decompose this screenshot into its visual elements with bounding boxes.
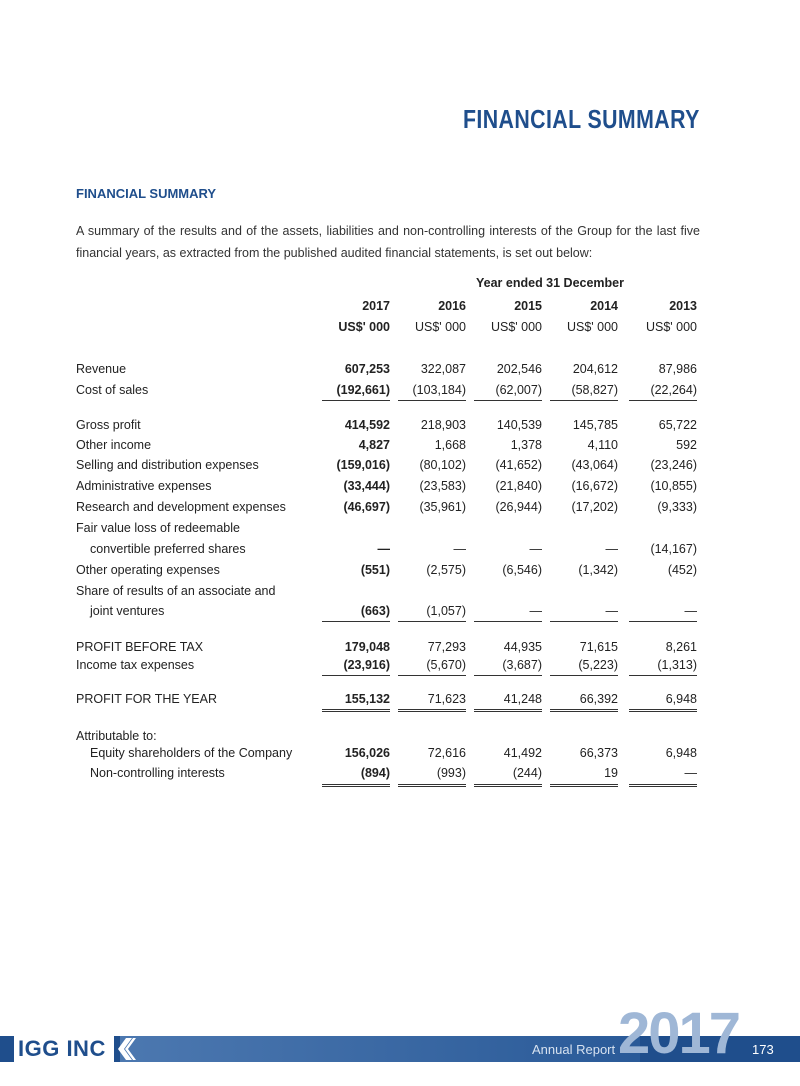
table-cell: (23,583)	[419, 479, 466, 493]
table-cell: 66,373	[579, 746, 618, 760]
table-cell: 322,087	[420, 362, 466, 376]
table-cell: (5,670)	[426, 658, 466, 672]
row-label: convertible preferred shares	[90, 542, 246, 556]
table-cell: 71,615	[579, 640, 618, 654]
table-cell: (23,916)	[343, 658, 390, 672]
annual-report-label: Annual Report	[532, 1042, 616, 1057]
table-cell: 19	[604, 766, 618, 780]
table-cell: (62,007)	[495, 383, 542, 397]
table-cell: (3,687)	[502, 658, 542, 672]
table-cell: —	[684, 766, 697, 780]
table-cell: (17,202)	[571, 500, 618, 514]
table-cell: (551)	[360, 563, 390, 577]
double-rule	[322, 784, 390, 787]
single-rule	[629, 675, 697, 676]
chevron-left-icon	[114, 1036, 136, 1062]
row-label: Research and development expenses	[76, 500, 286, 514]
row-label: Other operating expenses	[76, 563, 220, 577]
table-cell: 87,986	[658, 362, 697, 376]
row-label: Equity shareholders of the Company	[90, 746, 293, 760]
double-rule	[322, 709, 390, 712]
table-cell: (33,444)	[343, 479, 390, 493]
table-cell: (10,855)	[650, 479, 697, 493]
year-header: 2016	[438, 299, 466, 313]
table-cell: (103,184)	[412, 383, 466, 397]
table-cell: 6,948	[665, 692, 697, 706]
table-cell: (663)	[360, 604, 390, 618]
table-cell: (23,246)	[650, 458, 697, 472]
table-cell: —	[529, 542, 542, 556]
double-rule	[629, 709, 697, 712]
company-logo: IGG INC	[14, 1034, 114, 1064]
section-heading: FINANCIAL SUMMARY	[76, 186, 217, 201]
table-cell: 72,616	[427, 746, 466, 760]
table-cell: 77,293	[427, 640, 466, 654]
row-label: Non-controlling interests	[90, 766, 225, 780]
table-cell: 414,592	[344, 418, 390, 432]
double-rule	[474, 784, 542, 787]
table-cell: (21,840)	[495, 479, 542, 493]
table-cell: (192,661)	[336, 383, 390, 397]
table-cell: —	[605, 542, 618, 556]
table-cell: (46,697)	[343, 500, 390, 514]
year-header: 2015	[514, 299, 542, 313]
table-cell: —	[605, 604, 618, 618]
table-cell: 204,612	[572, 362, 618, 376]
table-cell: (993)	[436, 766, 466, 780]
table-cell: (1,342)	[578, 563, 618, 577]
single-rule	[322, 675, 390, 676]
table-cell: (26,944)	[495, 500, 542, 514]
table-cell: 592	[676, 438, 697, 452]
unit-header: US$' 000	[414, 320, 466, 334]
row-label: Selling and distribution expenses	[76, 458, 259, 472]
single-rule	[398, 621, 466, 622]
single-rule	[474, 675, 542, 676]
report-year: 2017	[618, 1001, 740, 1066]
table-cell: —	[377, 542, 390, 556]
double-rule	[474, 709, 542, 712]
page-number: 173	[752, 1042, 774, 1057]
table-cell: 156,026	[344, 746, 390, 760]
single-rule	[629, 621, 697, 622]
table-cell: 155,132	[344, 692, 390, 706]
row-label: PROFIT BEFORE TAX	[76, 640, 204, 654]
double-rule	[398, 784, 466, 787]
double-rule	[550, 784, 618, 787]
table-cell: 4,827	[358, 438, 390, 452]
table-cell: 71,623	[427, 692, 466, 706]
table-cell: —	[684, 604, 697, 618]
row-label: Other income	[76, 438, 152, 452]
table-cell: (5,223)	[578, 658, 618, 672]
table-cell: (1,313)	[657, 658, 697, 672]
table-cell: (43,064)	[571, 458, 618, 472]
table-cell: 4,110	[587, 438, 618, 452]
table-cell: (244)	[512, 766, 542, 780]
single-rule	[550, 621, 618, 622]
double-rule	[550, 709, 618, 712]
table-cell: (22,264)	[650, 383, 697, 397]
single-rule	[550, 400, 618, 401]
single-rule	[474, 400, 542, 401]
row-label: Administrative expenses	[76, 479, 212, 493]
table-cell: —	[453, 542, 466, 556]
table-cell: (16,672)	[571, 479, 618, 493]
row-label: PROFIT FOR THE YEAR	[76, 692, 217, 706]
double-rule	[398, 709, 466, 712]
year-header: 2013	[669, 299, 697, 313]
unit-header: US$' 000	[338, 320, 390, 334]
single-rule	[322, 621, 390, 622]
table-cell: (35,961)	[419, 500, 466, 514]
table-cell: 218,903	[420, 418, 466, 432]
row-label: Share of results of an associate and	[76, 584, 276, 598]
table-cell: (1,057)	[426, 604, 466, 618]
unit-header: US$' 000	[566, 320, 618, 334]
table-cell: 8,261	[665, 640, 697, 654]
table-cell: (9,333)	[657, 500, 697, 514]
single-rule	[474, 621, 542, 622]
unit-header: US$' 000	[490, 320, 542, 334]
single-rule	[550, 675, 618, 676]
intro-paragraph: A summary of the results and of the assets, liabilities and non-controlling interests of the Group for the last five financial years, as extracted from the published audited financial statements, is set out below:	[76, 224, 700, 260]
table-cell: 1,668	[434, 438, 466, 452]
table-cell: (14,167)	[650, 542, 697, 556]
table-cell: (6,546)	[502, 563, 542, 577]
table-cell: 65,722	[658, 418, 697, 432]
table-cell: 41,248	[503, 692, 542, 706]
table-cell: (2,575)	[426, 563, 466, 577]
table-cell: 1,378	[510, 438, 542, 452]
table-cell: 607,253	[344, 362, 390, 376]
unit-header: US$' 000	[645, 320, 697, 334]
row-label: Income tax expenses	[76, 658, 195, 672]
table-cell: —	[529, 604, 542, 618]
row-label: joint ventures	[90, 604, 165, 618]
single-rule	[398, 675, 466, 676]
table-cell: 66,392	[579, 692, 618, 706]
table-cell: (58,827)	[571, 383, 618, 397]
row-label: Revenue	[76, 362, 127, 376]
row-label: Fair value loss of redeemable	[76, 521, 240, 535]
table-cell: 6,948	[665, 746, 697, 760]
table-cell: 140,539	[496, 418, 542, 432]
single-rule	[629, 400, 697, 401]
table-cell: 179,048	[344, 640, 390, 654]
double-rule	[629, 784, 697, 787]
table-cell: (80,102)	[419, 458, 466, 472]
table-cell: (159,016)	[336, 458, 390, 472]
table-cell: 202,546	[496, 362, 542, 376]
table-cell: 145,785	[572, 418, 618, 432]
year-header: 2014	[590, 299, 618, 313]
table-cell: (894)	[360, 766, 390, 780]
row-label: Cost of sales	[76, 383, 149, 397]
table-cell: (452)	[667, 563, 697, 577]
row-label: Attributable to:	[76, 729, 157, 743]
single-rule	[322, 400, 390, 401]
single-rule	[398, 400, 466, 401]
row-label: Gross profit	[76, 418, 141, 432]
period-header: Year ended 31 December	[476, 276, 624, 290]
table-cell: (41,652)	[495, 458, 542, 472]
year-header: 2017	[362, 299, 390, 313]
page-title: FINANCIAL SUMMARY	[463, 104, 700, 134]
table-cell: 41,492	[503, 746, 542, 760]
table-cell: 44,935	[503, 640, 542, 654]
